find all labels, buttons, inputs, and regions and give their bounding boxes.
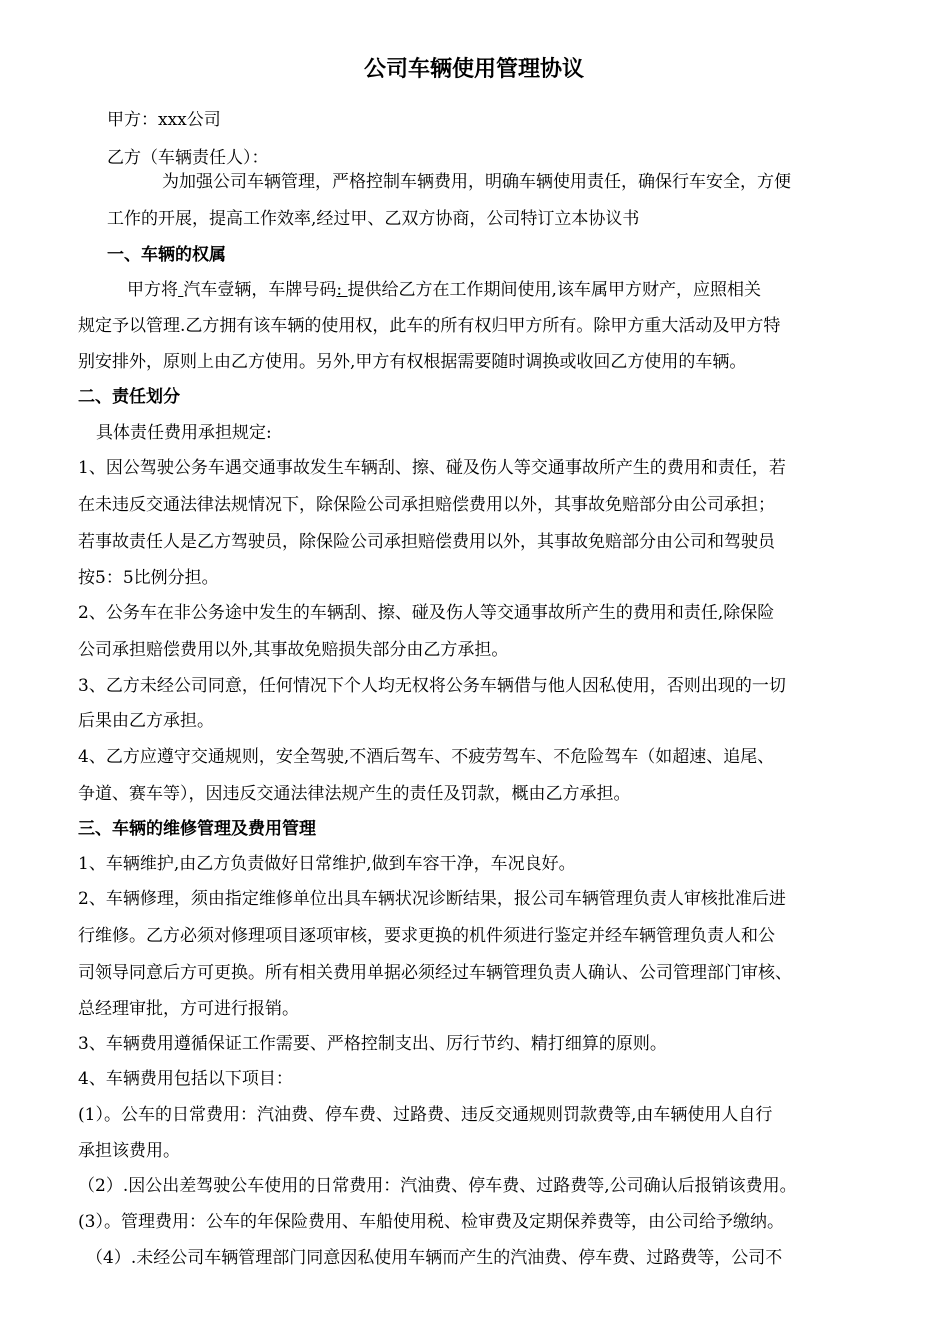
paragraph-line: 3、车辆费用遵循保证工作需要、严格控制支出、厉行节约、精打细算的原则。 bbox=[78, 1034, 667, 1054]
paragraph-line: 别安排外，原则上由乙方使用。另外,甲方有权根据需要随时调换或收回乙方使用的车辆。 bbox=[78, 352, 747, 372]
paragraph-line: 后果由乙方承担。 bbox=[78, 711, 214, 731]
paragraph-line bbox=[127, 278, 761, 302]
paragraph-line: 2、公务车在非公务途中发生的车辆刮、擦、碰及伤人等交通事故所产生的费用和责任,除保险 bbox=[78, 603, 775, 623]
paragraph-line: 1、车辆维护,由乙方负责做好日常维护,做到车容干净，车况良好。 bbox=[78, 854, 576, 874]
paragraph-line: (1）。公车的日常费用：汽油费、停车费、过路费、违反交通规则罚款费等,由车辆使用人自行 bbox=[78, 1105, 773, 1125]
text-run: 汽车壹辆，车牌号码 bbox=[183, 280, 337, 300]
text-run: 提供给乙方在工作期间使用,该车属甲方财产，应照相关 bbox=[347, 280, 761, 300]
paragraph-line: 公司承担赔偿费用以外,其事故免赔损失部分由乙方承担。 bbox=[78, 640, 509, 660]
paragraph-line: （4）.未经公司车辆管理部门同意因私使用车辆而产生的汽油费、停车费、过路费等，公司不 bbox=[86, 1248, 783, 1268]
paragraph-line: 1、因公驾驶公务车遇交通事故发生车辆刮、擦、碰及伤人等交通事故所产生的费用和责任，若 bbox=[78, 458, 786, 478]
section-heading: 二、责任划分 bbox=[78, 387, 180, 407]
paragraph-line: 总经理审批，方可进行报销。 bbox=[78, 999, 299, 1019]
paragraph-line: 行维修。乙方必须对修理项目逐项审核，要求更换的机件须进行鉴定并经车辆管理负责人和公 bbox=[78, 926, 775, 946]
paragraph-line: 规定予以管理.乙方拥有该车辆的使用权，此车的所有权归甲方所有。除甲方重大活动及甲方特 bbox=[78, 316, 781, 336]
party-b: 乙方（车辆责任人）： bbox=[107, 148, 269, 168]
intro-line: 工作的开展，提高工作效率,经过甲、乙双方协商，公司特订立本协议书 bbox=[107, 209, 640, 229]
paragraph-line: （2）.因公出差驾驶公车使用的日常费用：汽油费、停车费、过路费等,公司确认后报销该费用。 bbox=[78, 1176, 797, 1196]
party-a: 甲方：xxx公司 bbox=[107, 110, 221, 130]
paragraph-line: 具体责任费用承担规定: bbox=[96, 423, 272, 443]
paragraph-line: (3）。管理费用：公车的年保险费用、车船使用税、检审费及定期保养费等，由公司给予缴纳。 bbox=[78, 1212, 784, 1232]
document-title: 公司车辆使用管理协议 bbox=[364, 57, 585, 82]
blank-field: : bbox=[336, 280, 348, 300]
paragraph-line: 4、车辆费用包括以下项目： bbox=[78, 1069, 293, 1089]
paragraph-line: 承担该费用。 bbox=[78, 1141, 180, 1161]
paragraph-line: 4、乙方应遵守交通规则，安全驾驶,不酒后驾车、不疲劳驾车、不危险驾车（如超速、追尾、 bbox=[78, 747, 775, 767]
paragraph-line: 3、乙方未经公司同意，任何情况下个人均无权将公务车辆借与他人因私使用，否则出现的一切 bbox=[78, 676, 786, 696]
paragraph-line: 在未违反交通法律法规情况下，除保险公司承担赔偿费用以外，其事故免赔部分由公司承担； bbox=[78, 495, 775, 515]
text-run: 甲方将 bbox=[127, 280, 178, 300]
intro-line: 为加强公司车辆管理，严格控制车辆费用，明确车辆使用责任，确保行车安全，方便 bbox=[162, 172, 791, 192]
paragraph-line: 按5：5比例分担。 bbox=[78, 568, 219, 588]
section-heading: 三、车辆的维修管理及费用管理 bbox=[78, 819, 316, 839]
paragraph-line: 司领导同意后方可更换。所有相关费用单据必须经过车辆管理负责人确认、公司管理部门审核、 bbox=[78, 963, 792, 983]
section-heading: 一、车辆的权属 bbox=[107, 245, 226, 265]
paragraph-line: 2、车辆修理，须由指定维修单位出具车辆状况诊断结果，报公司车辆管理负责人审核批准后进 bbox=[78, 889, 786, 909]
paragraph-line: 争道、赛车等），因违反交通法律法规产生的责任及罚款，概由乙方承担。 bbox=[78, 784, 631, 804]
paragraph-line: 若事故责任人是乙方驾驶员，除保险公司承担赔偿费用以外，其事故免赔部分由公司和驾驶员 bbox=[78, 532, 775, 552]
